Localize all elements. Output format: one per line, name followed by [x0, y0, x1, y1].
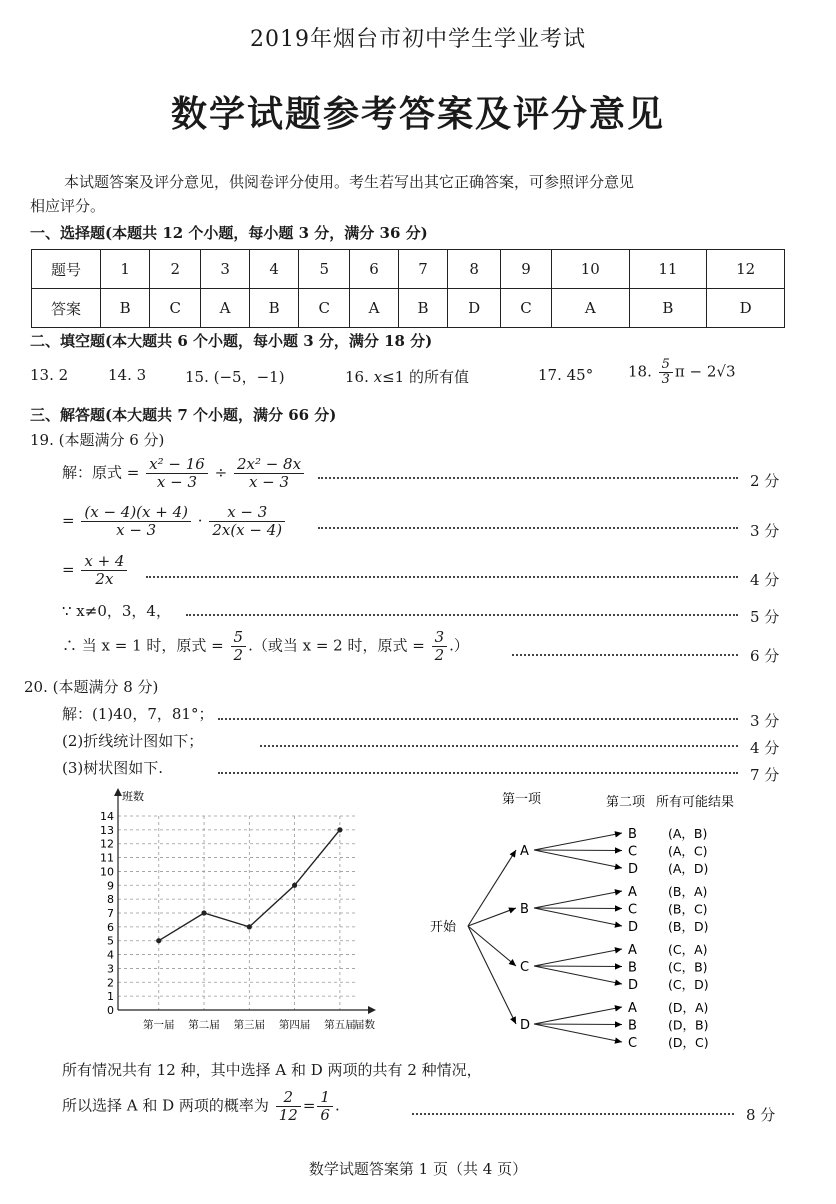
answer-cell: C: [501, 289, 552, 328]
dotted-leader: [146, 576, 738, 578]
answer-row-label: 答案: [32, 289, 101, 328]
answer-13: 13. 2: [30, 366, 69, 384]
data-point: [247, 924, 252, 929]
data-point: [156, 938, 161, 943]
tree-arrow-head: [508, 907, 516, 913]
answer-18-number: 18.: [628, 362, 652, 381]
answer-row: [32, 289, 785, 328]
y-tick-label: 5: [107, 934, 114, 948]
dotted-leader: [412, 1113, 734, 1115]
tree-branch: [534, 966, 622, 967]
exam-title: 2019年烟台市初中学生学业考试: [250, 27, 586, 52]
question-number: 5: [299, 250, 350, 289]
tree-second-node: D: [628, 862, 639, 877]
fraction-numerator: x² − 16: [146, 456, 208, 474]
tree-branch: [534, 850, 622, 851]
q20-title: 20. (本题满分 8 分): [24, 678, 159, 696]
answer-18: [628, 358, 736, 387]
y-tick-label: 10: [100, 865, 114, 879]
data-point: [337, 827, 342, 832]
fraction-numerator: (x − 4)(x + 4): [81, 504, 191, 522]
tree-column-results: 所有可能结果: [656, 795, 735, 810]
x-tick-label: 第一届: [143, 1019, 175, 1031]
q19-step-5: [62, 629, 469, 664]
tree-branch: [534, 850, 622, 868]
tree-branch: [534, 1007, 622, 1024]
fraction-numerator: 3: [432, 629, 448, 647]
dotted-leader: [218, 772, 738, 774]
section2-heading: 二、填空题(本大题共 6 个小题，每小题 3 分，满分 18 分): [30, 332, 433, 350]
q20-points-1: 3 分: [750, 712, 780, 730]
divide-sign: ÷: [214, 463, 228, 482]
q20-step-3: (3)树状图如下.: [62, 759, 164, 777]
tree-result: (B，D): [668, 919, 709, 934]
fraction-numerator: 2: [276, 1089, 301, 1107]
tree-result: (A，C): [668, 843, 708, 859]
intro-line-1: 本试题答案及评分意见，供阅卷评分使用。考生若写出其它正确答案，可参照评分意见: [64, 173, 635, 191]
question-number: 7: [398, 250, 447, 289]
answer-18-fraction: [659, 358, 673, 387]
q19-step-4: ∵ x≠0，3，4，: [62, 602, 171, 620]
answer-16-number: 16.: [345, 368, 369, 386]
q19-points-2: 3 分: [750, 522, 780, 540]
answer-17: 17. 45°: [538, 366, 594, 384]
tree-arrow-head: [615, 979, 622, 985]
q19-step-3: [62, 553, 129, 588]
fraction-denominator: x − 3: [248, 473, 290, 491]
tree-arrow-head: [615, 889, 622, 895]
fraction-denominator: x − 3: [116, 521, 157, 539]
y-tick-label: 3: [107, 962, 114, 976]
fraction: [234, 456, 304, 491]
question-number: 1: [101, 250, 150, 289]
period: .: [334, 1096, 340, 1115]
answer-cell: B: [629, 289, 707, 328]
q19-step5-text-b: .（或当 x = 2 时，原式 =: [248, 636, 425, 655]
q20-conclusion-text: 所以选择 A 和 D 两项的概率为: [62, 1096, 269, 1115]
fraction-denominator: 6: [320, 1106, 330, 1124]
answer-cell: B: [398, 289, 447, 328]
question-number-row: [32, 250, 785, 289]
tree-branch: [534, 949, 622, 966]
dotted-leader: [218, 718, 738, 720]
fraction: [146, 456, 208, 491]
tree-result: (D，A): [668, 1000, 709, 1015]
y-tick-label: 11: [100, 851, 114, 865]
fraction-denominator: 12: [278, 1106, 298, 1124]
equals-sign: =: [62, 560, 75, 579]
tree-arrow-head: [615, 947, 622, 953]
tree-result: (C，B): [668, 959, 708, 975]
answer-18-rest: π − 2√3: [674, 362, 736, 381]
tree-branch: [468, 926, 516, 1024]
fraction-denominator: 2x: [95, 570, 114, 588]
tree-second-node: B: [628, 827, 637, 842]
tree-second-node: A: [628, 1001, 637, 1016]
q19-points-5: 6 分: [750, 647, 780, 665]
answer-16-text: ≤1 的所有值: [382, 368, 469, 386]
tree-arrow-head: [615, 1037, 622, 1043]
fraction: [231, 629, 247, 664]
q20-conclusion-2: [62, 1089, 340, 1124]
document-title: 数学试题参考答案及评分意见: [170, 93, 665, 135]
y-tick-label: 6: [107, 920, 114, 934]
fraction-numerator: x + 4: [81, 553, 127, 571]
tree-branch: [534, 908, 622, 909]
y-tick-label: 4: [107, 948, 114, 962]
equals-sign: =: [302, 1096, 316, 1115]
question-number: 2: [150, 250, 201, 289]
tree-arrow-head: [615, 1021, 622, 1027]
q19-title: 19. (本题满分 6 分): [30, 431, 165, 449]
answer-cell: B: [249, 289, 298, 328]
fraction-denominator: 2x(x − 4): [212, 521, 283, 539]
question-number: 10: [551, 250, 629, 289]
question-row-label: 题号: [32, 250, 101, 289]
answer-cell: D: [707, 289, 785, 328]
tree-arrow-head: [615, 831, 622, 837]
tree-result: (C，D): [668, 977, 709, 992]
intro-line-2: 相应评分。: [30, 197, 106, 215]
tree-branch: [534, 908, 622, 926]
dotted-leader: [260, 745, 738, 747]
fraction-numerator: 5: [231, 629, 247, 647]
tree-branch: [468, 926, 516, 966]
q20-points-3: 7 分: [750, 766, 780, 784]
x-tick-label: 第三届: [233, 1019, 266, 1031]
tree-second-node: B: [628, 1018, 637, 1034]
y-tick-label: 1: [107, 990, 114, 1004]
question-number: 9: [501, 250, 552, 289]
tree-branch: [534, 1024, 622, 1042]
answer-16: [345, 366, 469, 387]
tree-second-node: D: [628, 920, 639, 935]
q20-step-1: 解：(1)40，7，81°；: [62, 705, 214, 723]
dotted-leader: [318, 527, 738, 529]
q19-points-3: 4 分: [750, 571, 780, 589]
fraction: [81, 504, 191, 539]
y-tick-label: 2: [107, 976, 114, 990]
q20-points-2: 4 分: [750, 739, 780, 757]
data-point: [201, 910, 206, 915]
answer-15: 15. (−5，−1): [185, 368, 285, 386]
y-axis-title: 班数: [122, 790, 144, 803]
q19-step5-text-a: ∴ 当 x = 1 时，原式 =: [62, 636, 224, 655]
tree-arrow-head: [615, 921, 622, 927]
section1-heading: 一、选择题(本题共 12 个小题，每小题 3 分，满分 36 分): [30, 224, 428, 242]
fraction-denominator: x − 3: [156, 473, 198, 491]
y-tick-label: 13: [100, 823, 114, 837]
tree-result: (D，C): [668, 1035, 709, 1050]
q20-step-2: (2)折线统计图如下；: [62, 732, 204, 750]
tree-result: (D，B): [668, 1017, 709, 1033]
q19-step-1: [62, 456, 306, 491]
q19-step1-prefix: 解：原式 =: [62, 463, 140, 482]
tree-arrow-head: [615, 863, 622, 869]
tree-result: (B，C): [668, 901, 708, 917]
answer-cell: C: [150, 289, 201, 328]
y-tick-label: 7: [107, 907, 114, 920]
tree-arrow-head: [615, 905, 622, 911]
page-footer: 数学试题答案第 1 页（共 4 页）: [308, 1160, 528, 1178]
tree-root-label: 开始: [430, 920, 457, 935]
tree-branch: [468, 908, 516, 926]
tree-first-node: D: [520, 1018, 531, 1033]
q19-points-1: 2 分: [750, 472, 780, 490]
tree-result: (A，B): [668, 826, 708, 841]
tree-second-node: C: [628, 844, 638, 860]
equals-sign: =: [62, 511, 75, 530]
fraction-denominator: 2: [434, 646, 445, 664]
dotted-leader: [512, 654, 738, 656]
fraction-numerator: 1: [317, 1089, 333, 1107]
tree-result: (B，A): [668, 884, 708, 899]
y-tick-label: 9: [107, 879, 114, 893]
tree-column-first: 第一项: [502, 792, 542, 807]
answer-14: 14. 3: [108, 366, 147, 384]
q20-conclusion-1: 所有情况共有 12 种，其中选择 A 和 D 两项的共有 2 种情况，: [62, 1061, 482, 1079]
q19-step-2: [62, 504, 287, 539]
multiply-dot: ·: [197, 511, 203, 530]
y-tick-label: 14: [100, 810, 114, 823]
question-number: 12: [707, 250, 785, 289]
fraction-denominator: 2: [233, 646, 244, 664]
question-number: 3: [201, 250, 250, 289]
tree-first-node: B: [520, 902, 529, 917]
fraction: [432, 629, 448, 664]
answer-cell: A: [551, 289, 629, 328]
answer-cell: A: [350, 289, 399, 328]
q19-points-4: 5 分: [750, 608, 780, 626]
answer-table: [31, 249, 785, 328]
tree-branch: [534, 833, 622, 850]
answer-cell: A: [201, 289, 250, 328]
tree-second-node: C: [628, 1036, 638, 1051]
q20-points-4: 8 分: [746, 1106, 776, 1124]
y-tick-label: 8: [107, 893, 114, 907]
question-number: 11: [629, 250, 707, 289]
tree-second-node: D: [628, 978, 639, 993]
tree-first-node: A: [520, 844, 529, 859]
dotted-leader: [318, 477, 738, 479]
tree-second-node: C: [628, 902, 638, 918]
tree-arrow-head: [510, 850, 516, 858]
answer-cell: D: [448, 289, 501, 328]
fraction: [81, 553, 127, 588]
fraction: [209, 504, 285, 539]
tree-branch: [468, 850, 516, 926]
dotted-leader: [186, 614, 738, 616]
tree-arrow-head: [615, 1005, 622, 1011]
fraction-numerator: 5: [659, 358, 673, 373]
answer-cell: B: [101, 289, 150, 328]
tree-arrow-head: [615, 847, 622, 853]
section3-heading: 三、解答题(本大题共 7 个小题，满分 66 分): [30, 406, 337, 424]
x-axis-arrow: [368, 1006, 376, 1014]
question-number: 4: [249, 250, 298, 289]
fraction-denominator: 3: [661, 372, 670, 387]
line-chart: [90, 786, 390, 1038]
fraction: [317, 1089, 333, 1124]
fraction: [276, 1089, 301, 1124]
tree-arrow-head: [615, 963, 622, 969]
y-tick-label: 12: [100, 837, 114, 851]
question-number: 8: [448, 250, 501, 289]
tree-branch: [534, 891, 622, 908]
tree-result: (C，A): [668, 942, 708, 957]
fraction-numerator: 2x² − 8x: [234, 456, 304, 474]
tree-second-node: A: [628, 943, 637, 958]
tree-second-node: A: [628, 885, 637, 900]
x-tick-label: 第五届: [324, 1019, 356, 1031]
y-tick-label: 0: [107, 1004, 114, 1017]
tree-first-node: C: [520, 960, 530, 975]
tree-branch: [534, 1024, 622, 1025]
tree-branch: [534, 966, 622, 984]
answer-16-variable: x: [373, 368, 383, 386]
x-tick-label: 第二届: [188, 1019, 220, 1031]
fraction-numerator: x − 3: [209, 504, 285, 522]
question-number: 6: [350, 250, 399, 289]
tree-column-second: 第二项: [606, 795, 646, 810]
tree-diagram: [420, 786, 750, 1066]
x-tick-label: 第四届: [278, 1019, 311, 1031]
data-point: [292, 883, 297, 888]
q19-step5-text-c: .）: [449, 636, 469, 655]
y-axis-arrow: [114, 788, 122, 796]
x-axis-title: 届数: [354, 1019, 375, 1031]
tree-second-node: B: [628, 960, 637, 976]
tree-result: (A，D): [668, 861, 709, 876]
answer-cell: C: [299, 289, 350, 328]
